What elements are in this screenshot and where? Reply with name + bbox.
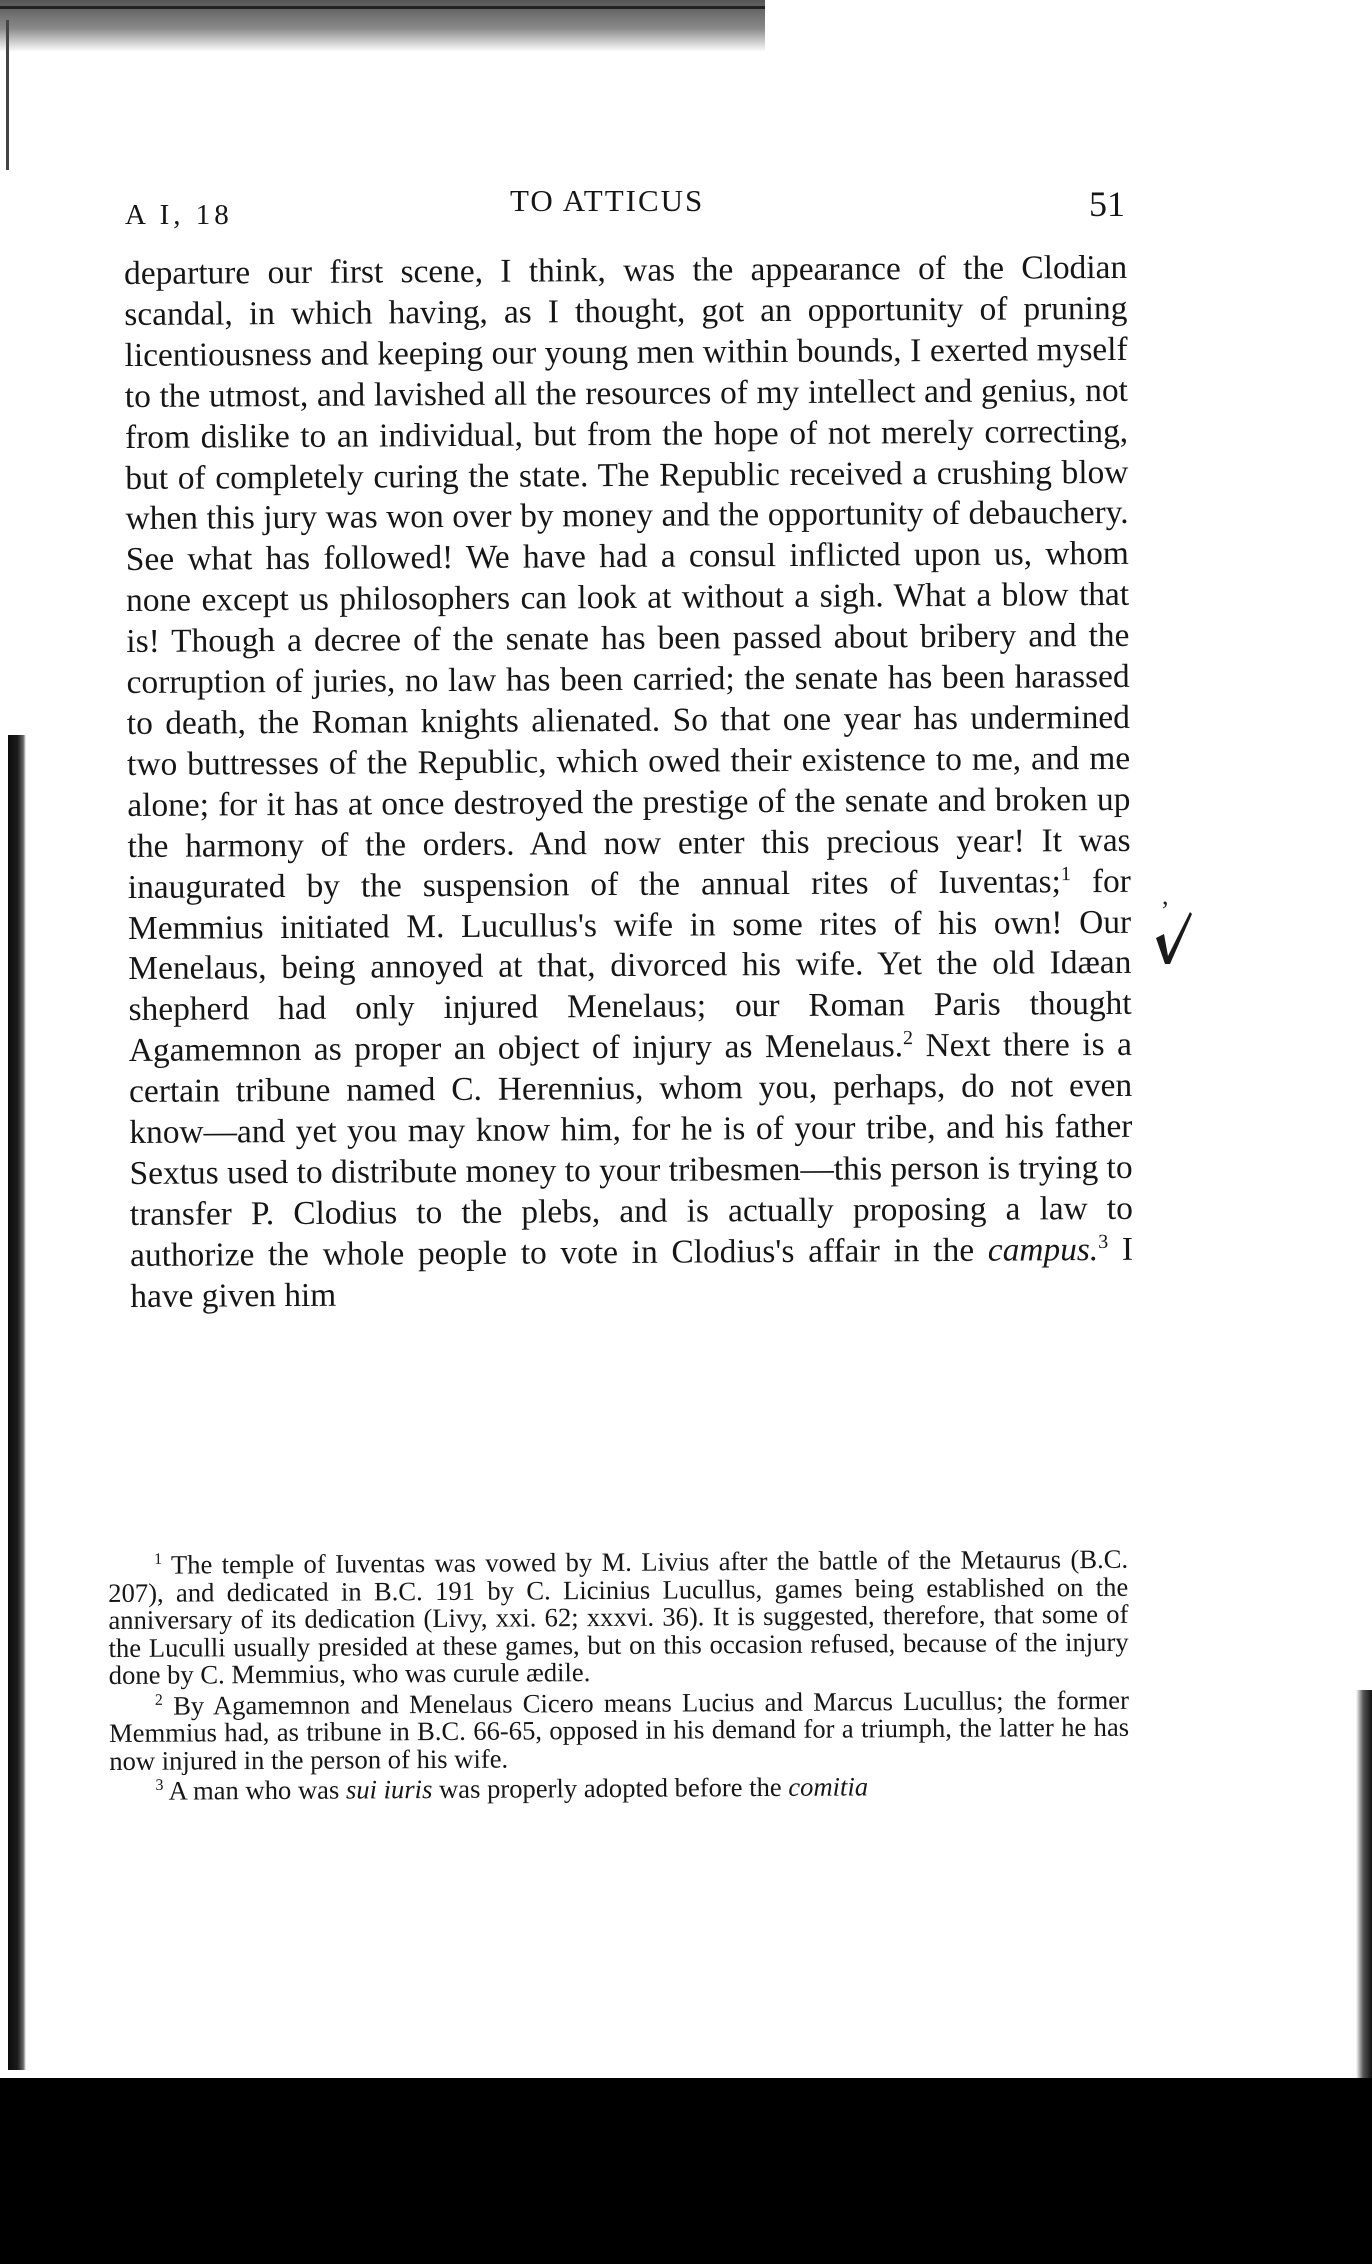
body-text-part-2: for Memmius initiated M. Lucullus's wife in some rites of his own! Our Menelaus, being annoyed at that, divorced his wife. Yet the old Idæan shepherd had only injured Menelaus; our Roman Paris thought Agamemnon as proper an object of injury as Menelaus.: [128, 862, 1132, 1070]
era-abbrev: B.C.: [1079, 1543, 1129, 1575]
footnote-3-text-a: A man who was: [163, 1774, 347, 1806]
scan-top-edge: [0, 6, 765, 9]
body-paragraph: [124, 248, 1133, 1318]
main-text: [124, 248, 1133, 1318]
footnote-ref-3: 3: [1098, 1230, 1109, 1253]
footnote-2: [109, 1686, 1129, 1775]
book-binding-edge: [8, 735, 26, 2070]
check-mark-icon: [1152, 908, 1196, 968]
running-header: [125, 183, 1125, 239]
footnote-3-text-b: was properly adopted before the: [432, 1771, 789, 1805]
page-right-edge: [1356, 1690, 1372, 2080]
body-text-part-4: I have given him: [130, 1230, 1134, 1315]
footnote-1-text-c: 191 by C. Licinius Lucullus, games being established on the anniversary of its dedication (Livy, xxi. 62; xxxvi. 36). It is suggested, therefore, that some of the Luculli usually presided at these games, but on this occasion refused, because of the injury done by C. Memmius, who was curule ædile.: [108, 1571, 1129, 1690]
footnote-number: 1: [153, 1550, 163, 1568]
footnote-2-text-a: By Agamemnon and Menelaus Cicero means Lucius and Marcus Lucullus; the former Memmius had, as tribune in: [109, 1684, 1130, 1748]
page-number: 51: [1089, 184, 1125, 224]
body-text-part-1: departure our first scene, I think, was the appearance of the Clodian scandal, in which having, as I thought, got an opportunity of pruning licentiousness and keeping our young men within bounds, I exerted myself to the utmost, and lavished all the resources of my intellect and genius, not from dislike to an individual, but from the hope of not merely correcting, but of completely curing the state. The Republic received a crushing blow when this jury was won over by money and the opportunity of debauchery. See what has followed! We have had a consul inflicted upon us, whom none except us philosophers can look at without a sigh. What a blow that is! Though a decree of the senate has been passed about bribery and the corruption of juries, no law has been carried; the senate has been harassed to death, the Roman knights alienated. So that one year has undermined two buttresses of the Republic, which owed their existence to me, and me alone; for it has at once destroyed the prestige of the senate and broken up the harmony of the orders. And now enter this precious year! It was inaugurated by the suspension of the annual rites of Iuventas;: [124, 248, 1131, 906]
scan-left-edge: [6, 20, 9, 170]
margin-comma: ,: [1162, 881, 1169, 910]
era-abbrev: B.C.: [373, 1575, 423, 1606]
footnote-ref-1: 1: [1060, 862, 1071, 885]
signature-mark: A I, 18: [125, 199, 233, 231]
comitia-italic: comitia: [788, 1771, 869, 1802]
campus-italic: campus.: [987, 1230, 1099, 1269]
scan-bottom-border: [0, 2078, 1372, 2264]
footnotes: [108, 1543, 1130, 1809]
footnote-1-text-b: 207), and dedicated in: [108, 1575, 375, 1608]
footnote-number: 3: [155, 1776, 164, 1794]
footnote-1: [108, 1543, 1129, 1690]
body-text-part-3: Next there is a certain tribune named C. Herennius, whom you, perhaps, do not even know—and yet you may know him, for he is of your tribe, and his father Sextus used to distribute money to your tribesmen—this person is trying to transfer P. Clodius to the plebs, and is actually proposing a law to authorize the whole people to vote in Clodius's affair in the: [129, 1026, 1133, 1274]
footnote-1-text-a: The temple of Iuventas was vowed by M. Livius after the battle of the Metaurus (: [161, 1544, 1080, 1580]
footnote-2-text-b: 66-65, opposed in his demand for a triumph, the latter he has now injured in the person of his wife.: [109, 1711, 1130, 1776]
footnote-ref-2: 2: [902, 1027, 914, 1050]
footnote-3: [109, 1772, 1129, 1806]
footnote-number: 2: [154, 1691, 163, 1709]
era-abbrev: B.C.: [417, 1715, 466, 1747]
sui-iuris-italic: sui iuris: [345, 1774, 433, 1805]
running-title: TO ATTICUS: [510, 183, 705, 218]
